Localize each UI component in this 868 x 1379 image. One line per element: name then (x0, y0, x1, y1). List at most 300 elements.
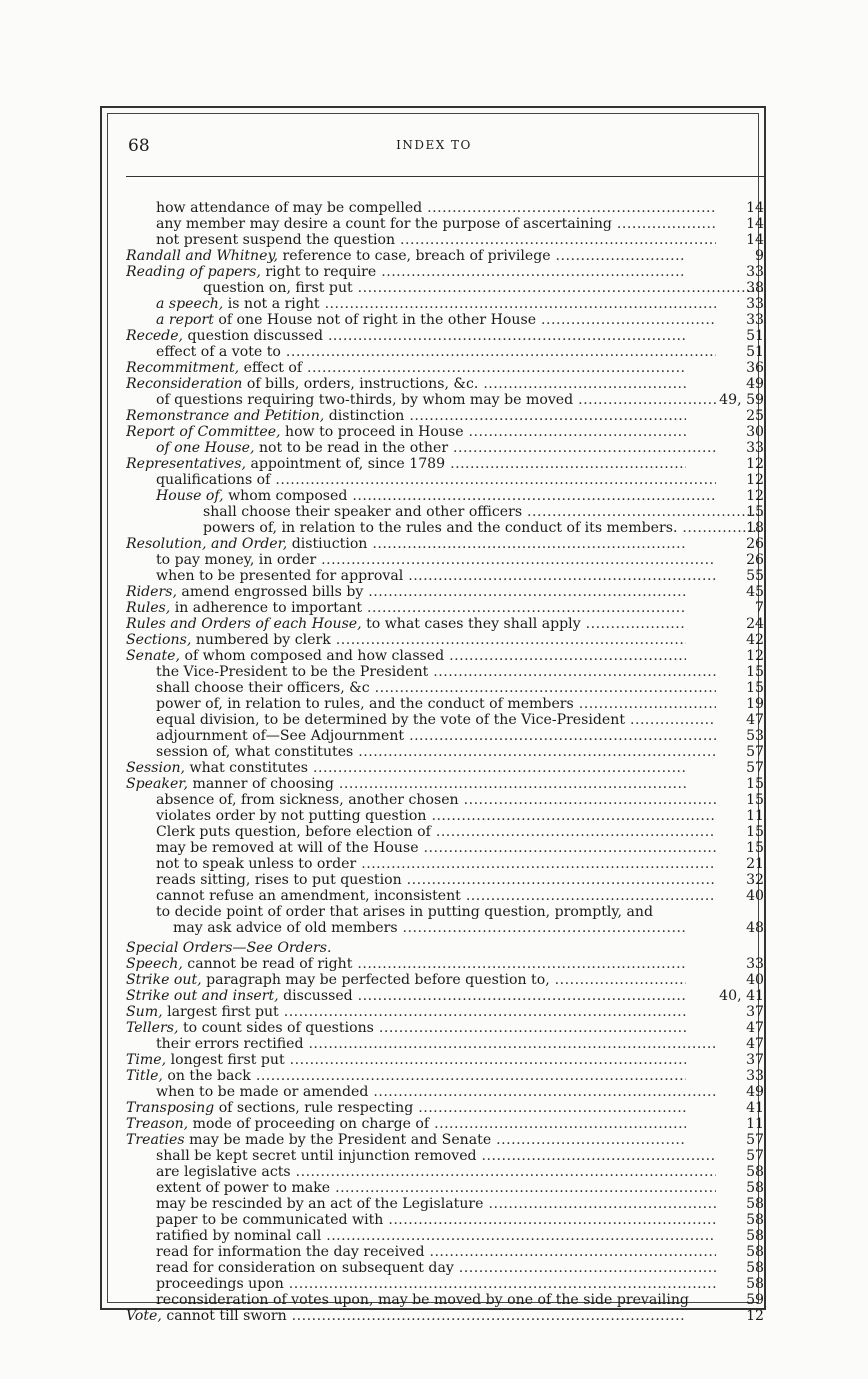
index-entry-line (126, 1148, 716, 1164)
index-page-ref: 58 (746, 1228, 764, 1244)
index-entry-line (126, 232, 716, 248)
index-term: Report of Committee, (126, 424, 281, 440)
index-entry-line (126, 408, 686, 424)
index-page-ref: 15 (746, 776, 764, 792)
index-page-ref: 30 (746, 424, 764, 440)
index-page-ref: 21 (746, 856, 764, 872)
index-entry-line (126, 488, 716, 504)
index-entry (126, 1084, 764, 1100)
index-text: effect of a vote to (156, 344, 281, 360)
index-entry-line (126, 776, 686, 792)
index-text: session of, what constitutes (156, 744, 354, 760)
index-page-ref: 9 (755, 248, 764, 264)
index-text: effect of (243, 360, 303, 376)
index-page-ref: 40, 41 (719, 988, 764, 1004)
index-entry (126, 1148, 764, 1164)
index-page-ref: 58 (746, 1212, 764, 1228)
index-entry-line (126, 392, 716, 408)
index-page-ref: 42 (746, 632, 764, 648)
index-page-ref: 57 (746, 744, 764, 760)
index-entry (126, 856, 764, 872)
index-text: how to proceed in House (285, 424, 464, 440)
index-page-ref: 53 (746, 728, 764, 744)
index-entry-line (126, 568, 716, 584)
index-text: appointment of, since 1789 (250, 456, 446, 472)
index-text: may be made by the President and Senate (189, 1132, 492, 1148)
index-term: Sum, (126, 1004, 163, 1020)
index-entry-line (126, 280, 763, 296)
index-entry-line (126, 600, 686, 616)
index-page-ref: 11 (746, 808, 764, 824)
index-entry-line (126, 376, 686, 392)
index-entry-line (126, 200, 716, 216)
index-text: shall choose their officers, &c (156, 680, 370, 696)
index-term: Speaker, (126, 776, 188, 792)
index-page-ref: 19 (746, 696, 764, 712)
index-term: Sections, (126, 632, 192, 648)
index-page-ref: 32 (746, 872, 764, 888)
index-text: question on, first put (203, 280, 353, 296)
index-entry (126, 1052, 764, 1068)
index-text: distinction (328, 408, 405, 424)
index-text: absence of, from sickness, another chosen (156, 792, 459, 808)
index-page-ref: 33 (746, 296, 764, 312)
index-entry-line (126, 808, 716, 824)
index-page-ref: 14 (746, 232, 764, 248)
index-text: right to require (265, 264, 377, 280)
index-entry-line (126, 456, 686, 472)
index-entry-line (126, 440, 716, 456)
index-entry-line (126, 696, 716, 712)
index-page-ref: 33 (746, 956, 764, 972)
index-term: Transposing (126, 1100, 215, 1116)
index-entry (126, 728, 764, 744)
index-page-ref: 12 (746, 456, 764, 472)
index-entry-line (126, 216, 716, 232)
index-term: Vote, (126, 1308, 162, 1324)
index-page-ref: 47 (746, 712, 764, 728)
index-page-ref: 45 (746, 584, 764, 600)
index-term: Recommitment, (126, 360, 240, 376)
index-entry (126, 1100, 764, 1116)
index-text: equal division, to be determined by the vote of the Vice-President (156, 712, 625, 728)
index-entry-line (126, 584, 686, 600)
index-entry-line (126, 728, 716, 744)
index-entry (126, 840, 764, 856)
index-page-ref: 59 (746, 1292, 764, 1308)
index-entry (126, 988, 764, 1004)
index-entry-line (126, 664, 716, 680)
index-entry-line (126, 248, 686, 264)
index-page-ref: 33 (746, 264, 764, 280)
index-entry (126, 1020, 764, 1036)
index-term: Strike out, (126, 972, 202, 988)
index-text: whom composed (228, 488, 348, 504)
index-entry (126, 648, 764, 664)
index-page-ref: 25 (746, 408, 764, 424)
index-term: Session, (126, 760, 186, 776)
index-page-ref: 33 (746, 312, 764, 328)
index-entry-line (126, 1244, 716, 1260)
index-page-ref: 49, 59 (719, 392, 764, 408)
index-text: extent of power to make (156, 1180, 331, 1196)
index-entry (126, 408, 764, 424)
index-entry-line (126, 872, 716, 888)
index-term: Title, (126, 1068, 163, 1084)
index-text: power of, in relation to rules, and the conduct of members (156, 696, 574, 712)
index-entry (126, 376, 764, 392)
index-page-ref: 12 (746, 488, 764, 504)
index-entry (126, 776, 764, 792)
index-page-ref: 41 (746, 1100, 764, 1116)
index-term: of one House, (156, 440, 255, 456)
index-page-ref: 47 (746, 1020, 764, 1036)
index-text: of bills, orders, instructions, &c. (246, 376, 479, 392)
index-text: to pay money, in order (156, 552, 317, 568)
index-entry (126, 872, 764, 888)
index-entry-line (126, 1036, 716, 1052)
header-rule (126, 176, 764, 177)
index-text: cannot till sworn (166, 1308, 287, 1324)
index-page-ref: 14 (746, 200, 764, 216)
index-entry-line (126, 344, 716, 360)
index-entry (126, 808, 764, 824)
index-page-ref: 51 (746, 344, 764, 360)
index-entry-line (126, 1068, 686, 1084)
index-entry (126, 1164, 764, 1180)
index-page-ref: 58 (746, 1180, 764, 1196)
index-entry-line (126, 1276, 716, 1292)
index-term: Treason, (126, 1116, 189, 1132)
index-entry (126, 568, 764, 584)
index-text: discussed (283, 988, 353, 1004)
index-text: reference to case, breach of privilege (282, 248, 551, 264)
index-entry (126, 296, 764, 312)
index-term: Remonstrance and Petition, (126, 408, 325, 424)
index-text: question discussed (187, 328, 323, 344)
index-entry-line (126, 296, 716, 312)
index-page-ref: 12 (746, 472, 764, 488)
index-entry (126, 1004, 764, 1020)
index-text: Clerk puts question, before election of (156, 824, 431, 840)
index-entry (126, 424, 764, 440)
index-page-ref: 47 (746, 1036, 764, 1052)
index-entry (126, 760, 764, 776)
index-text: what constitutes (189, 760, 309, 776)
index-entry (126, 680, 764, 696)
index-entry (126, 664, 764, 680)
index-text: adjournment of—See Adjournment (156, 728, 405, 744)
index-entry-line (126, 888, 716, 904)
index-entry (126, 632, 764, 648)
index-entry-line (126, 1180, 716, 1196)
index-entry (126, 264, 764, 280)
index-entry-line (126, 1004, 686, 1020)
index-page-ref: 15 (746, 680, 764, 696)
index-text: any member may desire a count for the purpose of ascertaining (156, 216, 612, 232)
index-text: when to be made or amended (156, 1084, 369, 1100)
index-entry-line (126, 940, 686, 956)
index-entry (126, 344, 764, 360)
index-entry (126, 972, 764, 988)
index-entry (126, 956, 764, 972)
index-entry-line (126, 1116, 686, 1132)
index-text: to what cases they shall apply (366, 616, 581, 632)
index-text: largest first put (167, 1004, 279, 1020)
index-page-ref: 51 (746, 328, 764, 344)
index-entry-line (126, 504, 763, 520)
index-text: may be removed at will of the House (156, 840, 419, 856)
index-entry-line (126, 824, 716, 840)
index-entry (126, 712, 764, 728)
index-entry-line (126, 840, 716, 856)
index-page-ref: 7 (755, 600, 764, 616)
index-page-ref: 58 (746, 1276, 764, 1292)
index-entry (126, 696, 764, 712)
index-page-ref: 40 (746, 972, 764, 988)
index-page-ref: 15 (746, 840, 764, 856)
index-text: shall choose their speaker and other officers (203, 504, 523, 520)
index-text: numbered by clerk (195, 632, 331, 648)
running-head: INDEX TO (396, 138, 472, 152)
index-page-ref: 26 (746, 552, 764, 568)
index-entry (126, 248, 764, 264)
index-entry (126, 1068, 764, 1084)
index-entry-line (126, 520, 763, 536)
index-term: Rules, (126, 600, 171, 616)
index-entry (126, 392, 764, 408)
index-page-ref: 57 (746, 760, 764, 776)
index-entry (126, 1132, 764, 1148)
index-entry-line (126, 264, 686, 280)
index-page-ref: 36 (746, 360, 764, 376)
index-text: violates order by not putting question (156, 808, 427, 824)
index-page-ref: 58 (746, 1196, 764, 1212)
index-entry-line (126, 1164, 716, 1180)
index-entry (126, 200, 764, 216)
index-term: Reconsideration (126, 376, 243, 392)
index-entry-line (126, 616, 686, 632)
index-term: Riders, (126, 584, 177, 600)
index-entry-line (126, 536, 686, 552)
index-text: reconsideration of votes upon, may be moved by one of the side prevailing (156, 1292, 689, 1308)
index-entry (126, 1180, 764, 1196)
index-page-ref: 33 (746, 440, 764, 456)
index-page-ref: 14 (746, 216, 764, 232)
index-entry (126, 232, 764, 248)
index-entry (126, 1036, 764, 1052)
index-text: paper to be communicated with (156, 1212, 384, 1228)
index-entry (126, 1228, 764, 1244)
index-text: qualifications of (156, 472, 271, 488)
index-entry-line (126, 1196, 716, 1212)
index-text: distiuction (291, 536, 368, 552)
index-term: Representatives, (126, 456, 246, 472)
index-entry-line (126, 988, 686, 1004)
index-text: is not a right (227, 296, 320, 312)
index-text: proceedings upon (156, 1276, 284, 1292)
index-page-ref: 40 (746, 888, 764, 904)
index-entry-line (126, 1228, 716, 1244)
index-entry (126, 1244, 764, 1260)
index-entry (126, 792, 764, 808)
index-entry (126, 536, 764, 552)
index-text: longest first put (170, 1052, 285, 1068)
index-text: manner of choosing (192, 776, 334, 792)
index-term: a speech, (156, 296, 224, 312)
index-text: cannot refuse an amendment, inconsistent (156, 888, 461, 904)
index-entry (126, 940, 764, 956)
index-entry-line (126, 680, 716, 696)
index-text: their errors rectified (156, 1036, 304, 1052)
index-entry (126, 1260, 764, 1276)
index-page-ref: 49 (746, 1084, 764, 1100)
index-text: paragraph may be perfected before question to, (206, 972, 550, 988)
index-entry-line (126, 792, 716, 808)
index-entry (126, 584, 764, 600)
index-text: may be rescinded by an act of the Legislature (156, 1196, 484, 1212)
index-term: Rules and Orders of each House, (126, 616, 362, 632)
index-entry-line (126, 1052, 686, 1068)
index-term: a report (156, 312, 214, 328)
index-text: in adherence to important (174, 600, 363, 616)
index-page-ref: 18 (746, 520, 764, 536)
index-term: Strike out and insert, (126, 988, 279, 1004)
index-text: shall be kept secret until injunction removed (156, 1148, 477, 1164)
index-entry (126, 456, 764, 472)
index-entry-line (126, 1084, 716, 1100)
index-entry (126, 1276, 764, 1292)
index-entry (126, 904, 764, 936)
index-page-ref: 49 (746, 376, 764, 392)
index-text: powers of, in relation to the rules and the conduct of its members. (203, 520, 678, 536)
index-entry (126, 744, 764, 760)
index-entry-line (126, 648, 686, 664)
index-text: ratified by nominal call (156, 1228, 322, 1244)
index-page-ref: 55 (746, 568, 764, 584)
index-entry-line (126, 552, 716, 568)
index-page-ref: 15 (746, 824, 764, 840)
index-text: cannot be read of right (187, 956, 353, 972)
index-entry (126, 472, 764, 488)
index-entry (126, 504, 764, 520)
index-page-ref: 26 (746, 536, 764, 552)
index-term: Randall and Whitney, (126, 248, 279, 264)
index-term: Senate, (126, 648, 180, 664)
index-entry-line (126, 312, 716, 328)
index-page-ref: 48 (746, 920, 764, 936)
index-page-ref: 57 (746, 1148, 764, 1164)
index-page-ref: 57 (746, 1132, 764, 1148)
index-page-ref: 33 (746, 1068, 764, 1084)
index-term: Time, (126, 1052, 167, 1068)
index-text-continuation: may ask advice of old members ..... (173, 920, 686, 936)
index-page-ref: 11 (746, 1116, 764, 1132)
index-term: Special Orders—See Orders. (126, 940, 332, 956)
index-entry-line (126, 424, 686, 440)
index-page-ref: 58 (746, 1260, 764, 1276)
index-entry (126, 280, 764, 296)
index-entry-line (126, 712, 716, 728)
index-entry-line (126, 1308, 686, 1324)
index-text: mode of proceeding on charge of (192, 1116, 430, 1132)
index-page-ref: 12 (746, 648, 764, 664)
index-term: Recede, (126, 328, 184, 344)
index-entry (126, 888, 764, 904)
index-entry (126, 440, 764, 456)
index-term: Tellers, (126, 1020, 179, 1036)
index-entry (126, 616, 764, 632)
index-page-ref: 12 (746, 1308, 764, 1324)
index-entry-line (126, 1292, 716, 1308)
index-entry-line (126, 1100, 686, 1116)
index-entry-line (126, 328, 686, 344)
index-entry (126, 488, 764, 504)
index-term: Speech, (126, 956, 183, 972)
index-entry (126, 328, 764, 344)
index-page-ref: 15 (746, 664, 764, 680)
index-page-ref: 58 (746, 1244, 764, 1260)
index-entry (126, 600, 764, 616)
index-text: amend engrossed bills by (181, 584, 364, 600)
index-entry (126, 552, 764, 568)
index-text: of questions requiring two-thirds, by whom may be moved (156, 392, 574, 408)
index-text: are legislative acts (156, 1164, 291, 1180)
index-entry-line (126, 1260, 716, 1276)
index-text: of one House not of right in the other House (218, 312, 537, 328)
index-text: not present suspend the question (156, 232, 396, 248)
index-entries (126, 200, 764, 1324)
index-page-ref: 15 (746, 792, 764, 808)
index-text: how attendance of may be compelled (156, 200, 423, 216)
index-page-ref: 24 (746, 616, 764, 632)
index-entry-line (126, 472, 716, 488)
index-entry-line (126, 856, 716, 872)
index-entry-line (126, 956, 686, 972)
index-text: read for information the day received (156, 1244, 425, 1260)
index-text: to count sides of questions (182, 1020, 374, 1036)
index-text: on the back (167, 1068, 251, 1084)
index-entry (126, 1308, 764, 1324)
page-number: 68 (128, 136, 150, 156)
index-term: Treaties (126, 1132, 185, 1148)
index-text: not to speak unless to order (156, 856, 357, 872)
index-entry (126, 216, 764, 232)
index-entry-line (126, 1020, 686, 1036)
index-entry-line (126, 1132, 686, 1148)
index-entry (126, 1196, 764, 1212)
index-term: Resolution, and Order, (126, 536, 288, 552)
index-entry (126, 1292, 764, 1308)
index-text: of whom composed and how classed (184, 648, 445, 664)
index-entry-line (126, 744, 716, 760)
index-entry-line (126, 632, 686, 648)
index-text: to decide point of order that arises in putting question, promptly, and (156, 904, 653, 920)
index-text: when to be presented for approval (156, 568, 404, 584)
index-text: of sections, rule respecting (218, 1100, 414, 1116)
index-entry (126, 1212, 764, 1228)
index-page-ref: 37 (746, 1052, 764, 1068)
index-entry-line (126, 760, 686, 776)
index-text: read for consideration on subsequent day (156, 1260, 454, 1276)
index-term: House of, (156, 488, 224, 504)
index-text: not to be read in the other (258, 440, 449, 456)
index-text: the Vice-President to be the President (156, 664, 429, 680)
index-page-ref: 15 (746, 504, 764, 520)
index-entry-line (126, 972, 686, 988)
index-entry (126, 1116, 764, 1132)
index-entry (126, 360, 764, 376)
